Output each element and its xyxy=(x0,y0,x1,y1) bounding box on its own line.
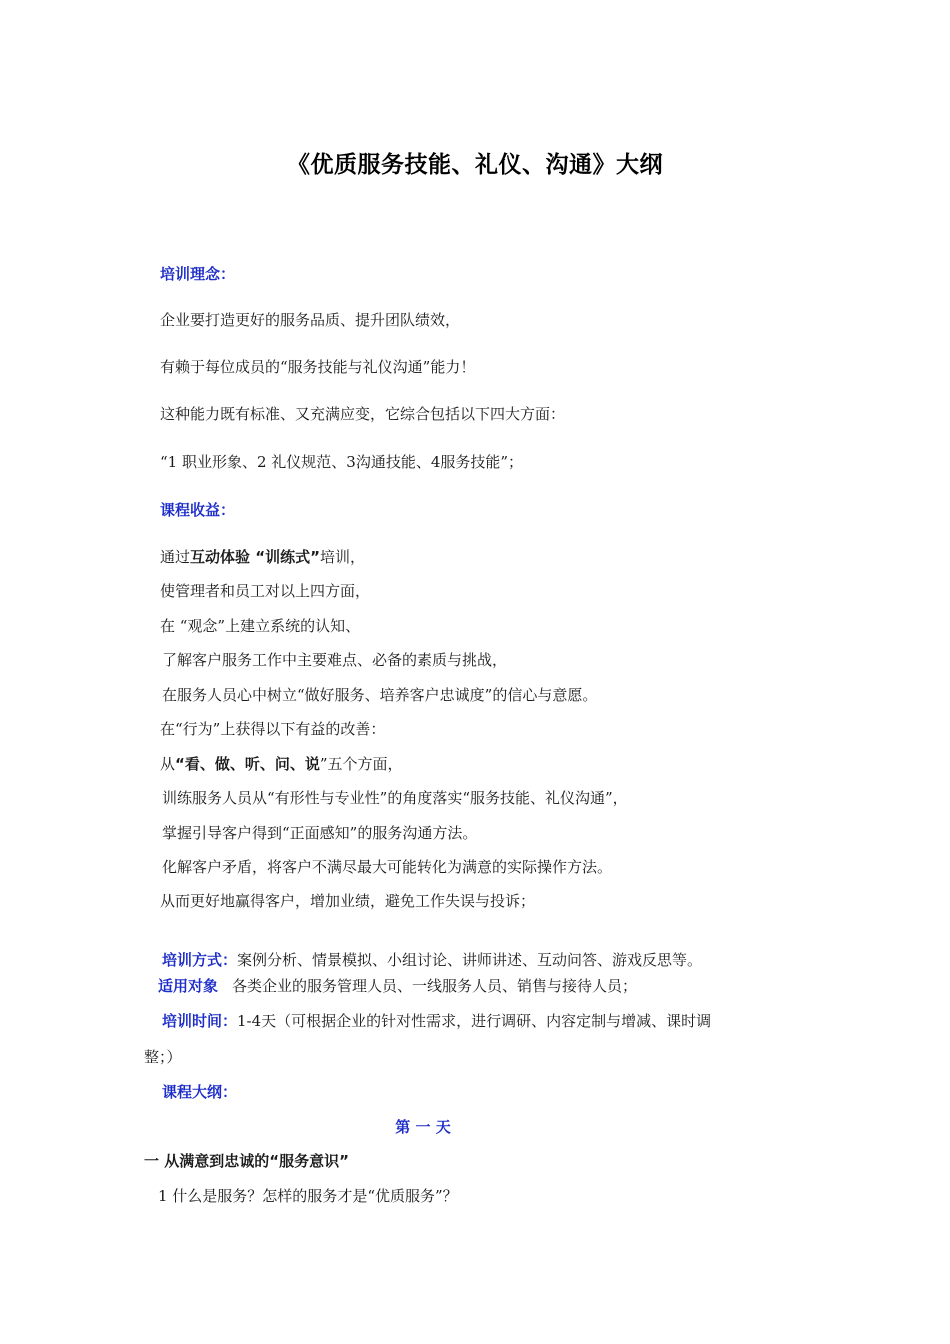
benefits-line-7-pre: 从 xyxy=(160,755,176,773)
philosophy-line-3: 这种能力既有标准、又充满应变，它综合包括以下四大方面： xyxy=(160,405,566,423)
training-time-value: 1-4天（可根据企业的针对性需求，进行调研、内容定制与增减、课时调 xyxy=(237,1012,712,1030)
benefits-line-10: 化解客户矛盾，将客户不满尽最大可能转化为满意的实际操作方法。 xyxy=(162,858,613,876)
philosophy-heading: 培训理念： xyxy=(160,265,236,283)
benefits-line-9: 掌握引导客户得到“正面感知”的服务沟通方法。 xyxy=(162,824,478,842)
outline-section-1: 一 从满意到忠诚的“服务意识” xyxy=(144,1152,349,1170)
target-audience xyxy=(158,976,637,996)
benefits-line-1-post: 培训， xyxy=(319,548,365,566)
target-audience-label: 适用对象 xyxy=(158,977,219,995)
benefits-line-4: 了解客户服务工作中主要难点、必备的素质与挑战， xyxy=(162,651,508,669)
benefits-line-7-bold: “看、做、听、问、说 xyxy=(175,755,320,773)
benefits-line-1-pre: 通过 xyxy=(160,548,191,566)
benefits-line-2: 使管理者和员工对以上四方面， xyxy=(160,582,371,600)
outline-day-label: 第 一 天 xyxy=(395,1118,451,1136)
philosophy-line-1: 企业要打造更好的服务品质、提升团队绩效， xyxy=(160,311,461,329)
training-time-label: 培训时间： xyxy=(162,1012,238,1030)
training-time-continued: 整；） xyxy=(144,1048,182,1066)
benefits-heading: 课程收益： xyxy=(160,501,236,519)
training-method-label: 培训方式： xyxy=(162,951,238,969)
outline-heading: 课程大纲： xyxy=(162,1083,238,1101)
philosophy-line-4: “1 职业形象、2 礼仪规范、3沟通技能、4服务技能”； xyxy=(160,453,524,471)
benefits-line-1 xyxy=(160,547,365,567)
benefits-line-8: 训练服务人员从“有形性与专业性”的角度落实“服务技能、礼仪沟通”， xyxy=(162,789,628,807)
benefits-line-7-post: ”五个方面， xyxy=(319,755,403,773)
benefits-line-5: 在服务人员心中树立“做好服务、培养客户忠诚度”的信心与意愿。 xyxy=(162,686,598,704)
training-method xyxy=(162,950,702,970)
benefits-line-11: 从而更好地赢得客户，增加业绩，避免工作失误与投诉； xyxy=(160,892,536,910)
benefits-line-3: 在 “观念”上建立系统的认知、 xyxy=(160,617,361,635)
outline-item-1: 1 什么是服务？怎样的服务才是“优质服务”？ xyxy=(158,1187,458,1205)
training-method-value: 案例分析、情景模拟、小组讨论、讲师讲述、互动问答、游戏反思等。 xyxy=(237,951,703,969)
document-title: 《优质服务技能、礼仪、沟通》大纲 xyxy=(287,152,663,178)
benefits-line-7 xyxy=(160,754,403,774)
benefits-line-6: 在“行为”上获得以下有益的改善： xyxy=(160,720,386,738)
benefits-line-1-bold: 互动体验 “训练式” xyxy=(190,548,320,566)
training-time xyxy=(162,1011,711,1031)
philosophy-line-2: 有赖于每位成员的“服务技能与礼仪沟通”能力！ xyxy=(160,358,476,376)
target-audience-value: 各类企业的服务管理人员、一线服务人员、销售与接待人员； xyxy=(232,977,638,995)
